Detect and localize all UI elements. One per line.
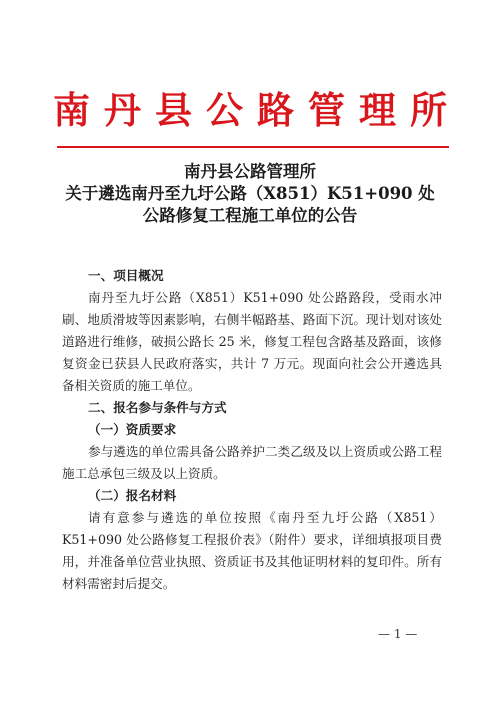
section-heading-requirements: 二、报名参与条件与方式	[88, 400, 227, 415]
subsection-heading-qualification: （一）资质要求	[88, 422, 177, 437]
subsection-heading-materials: （二）报名材料	[88, 488, 177, 503]
red-divider-line	[57, 146, 449, 148]
notice-body	[62, 265, 442, 595]
section-heading-project-overview: 一、项目概况	[88, 268, 164, 283]
paragraph-qualification: 参与遴选的单位需具备公路养护二类乙级及以上资质或公路工程施工总承包三级及以上资质。	[62, 444, 442, 481]
title-line-3: 公路修复工程施工单位的公告	[142, 206, 358, 225]
paragraph-materials: 请有意参与遴选的单位按照《南丹至九圩公路（X851）K51+090 处公路修复工程报价表》（附件）要求，详细填报项目费用，并准备单位营业执照、资质证书及其他证明材料的复印件。所有材料需密封后提交。	[62, 510, 442, 591]
page-number: — 1 —	[378, 627, 418, 641]
paragraph-project-overview: 南丹至九圩公路（X851）K51+090 处公路路段，受雨水冲刷、地质滑坡等因素影响，右侧半幅路基、路面下沉。现计划对该处道路进行维修，破损公路长 25 米，修复工程包含路基及路面，该修复资金已获县人民政府落实，共计 7 万元。现面向社会公开遴选具备相关资质的施工单位。	[62, 290, 442, 393]
notice-title	[40, 161, 460, 227]
masthead-title: 南丹县公路管理所	[53, 88, 461, 132]
title-line-1: 南丹县公路管理所	[184, 162, 316, 181]
title-line-2: 关于遴选南丹至九圩公路（X851）K51+090 处	[65, 184, 435, 203]
